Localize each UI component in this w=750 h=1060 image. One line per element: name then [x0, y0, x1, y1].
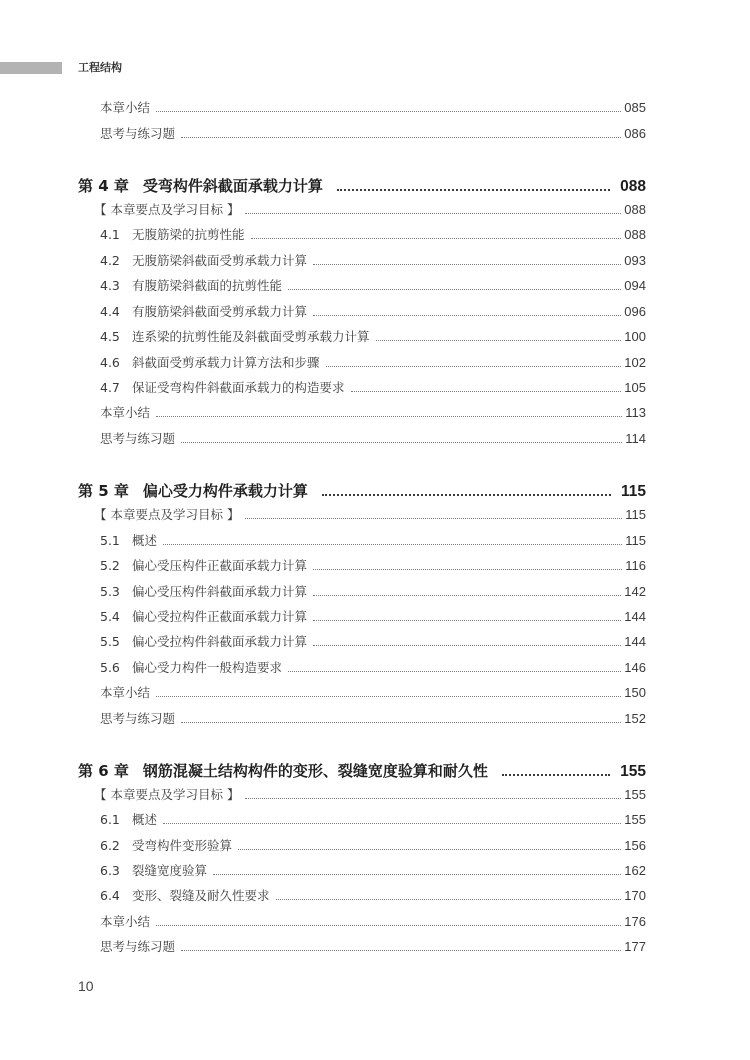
- dot-leader: [326, 366, 622, 367]
- toc-entry-objectives[interactable]: [94, 785, 646, 805]
- section-page: 170: [624, 888, 646, 903]
- toc-section-4-6[interactable]: [100, 353, 646, 373]
- toc-section-4-4[interactable]: [100, 302, 646, 322]
- section-number: 4.7: [100, 380, 120, 395]
- section-title: 有腹筋梁斜截面的抗剪性能: [132, 278, 283, 293]
- section-number: 5.2: [100, 558, 120, 573]
- entry-title: 思考与练习题: [100, 431, 176, 446]
- entry-page: 150: [624, 685, 646, 700]
- dot-leader: [213, 874, 621, 875]
- page-number: 10: [78, 978, 94, 994]
- dot-leader: [245, 518, 622, 519]
- toc-section-5-2[interactable]: [100, 556, 646, 576]
- section-page: 096: [624, 304, 646, 319]
- dot-leader: [156, 111, 621, 112]
- section-title: 偏心受拉构件斜截面承载力计算: [132, 634, 308, 649]
- toc-section-6-1[interactable]: [100, 810, 646, 830]
- entry-page: 155: [624, 787, 646, 802]
- dot-leader: [313, 595, 621, 596]
- chapter-title: 偏心受力构件承载力计算: [142, 482, 308, 500]
- section-number: 6.2: [100, 838, 120, 853]
- section-number: 5.3: [100, 584, 120, 599]
- section-page: 156: [624, 838, 646, 853]
- toc-section-4-3[interactable]: [100, 276, 646, 296]
- entry-page: 088: [624, 202, 646, 217]
- dot-leader: [245, 213, 621, 214]
- toc-entry-exercises[interactable]: [100, 429, 646, 449]
- section-number: 5.1: [100, 533, 120, 548]
- toc-section-5-4[interactable]: [100, 607, 646, 627]
- section-title: 变形、裂缝及耐久性要求: [132, 888, 270, 903]
- dot-leader: [251, 238, 622, 239]
- section-page: 093: [624, 253, 646, 268]
- chapter-number: 第 5 章: [78, 482, 129, 500]
- chapter-number: 第 6 章: [78, 762, 129, 780]
- toc-section-6-4[interactable]: [100, 886, 646, 906]
- toc-section-5-3[interactable]: [100, 582, 646, 602]
- header-bar: [0, 62, 62, 74]
- dot-leader: [181, 137, 621, 138]
- toc-section-4-5[interactable]: [100, 327, 646, 347]
- section-number: 4.3: [100, 278, 120, 293]
- dot-leader: [181, 722, 621, 723]
- section-page: 094: [624, 278, 646, 293]
- section-page: 142: [624, 584, 646, 599]
- toc-section-4-1[interactable]: [100, 225, 646, 245]
- entry-title: 本章小结: [100, 685, 151, 700]
- section-number: 6.3: [100, 863, 120, 878]
- dot-leader: [376, 340, 622, 341]
- dot-leader: [337, 189, 610, 191]
- dot-leader: [313, 569, 622, 570]
- chapter-number: 第 4 章: [78, 177, 129, 195]
- chapter-page: 088: [620, 178, 646, 195]
- section-title: 斜截面受剪承载力计算方法和步骤: [132, 355, 320, 370]
- section-title: 裂缝宽度验算: [132, 863, 208, 878]
- section-number: 4.1: [100, 227, 120, 242]
- section-page: 115: [625, 533, 646, 548]
- toc-section-5-1[interactable]: [100, 531, 646, 551]
- dot-leader: [238, 849, 621, 850]
- toc-section-5-6[interactable]: [100, 658, 646, 678]
- dot-leader: [313, 315, 621, 316]
- entry-title: 本章小结: [100, 405, 151, 420]
- dot-leader: [181, 950, 621, 951]
- toc-entry-objectives[interactable]: [94, 200, 646, 220]
- entry-title: 思考与练习题: [100, 711, 176, 726]
- toc-entry-summary[interactable]: [100, 683, 646, 703]
- section-number: 6.4: [100, 888, 120, 903]
- section-number: 5.5: [100, 634, 120, 649]
- chapter-title: 受弯构件斜截面承载力计算: [142, 177, 323, 195]
- section-number: 4.6: [100, 355, 120, 370]
- chapter-title: 钢筋混凝土结构构件的变形、裂缝宽度验算和耐久性: [142, 762, 488, 780]
- section-title: 偏心受压构件斜截面承载力计算: [132, 584, 308, 599]
- dot-leader: [181, 442, 622, 443]
- entry-page: 177: [624, 939, 646, 954]
- section-title: 偏心受拉构件正截面承载力计算: [132, 609, 308, 624]
- chapter-6-heading[interactable]: [78, 759, 646, 783]
- dot-leader: [156, 696, 621, 697]
- toc-section-6-3[interactable]: [100, 861, 646, 881]
- entry-title: 思考与练习题: [100, 126, 176, 141]
- entry-page: 085: [624, 100, 646, 115]
- section-title: 有腹筋梁斜截面受剪承载力计算: [132, 304, 308, 319]
- dot-leader: [322, 494, 611, 496]
- entry-page: 152: [624, 711, 646, 726]
- entry-title: 【 本章要点及学习目标 】: [94, 787, 240, 802]
- entry-title: 【 本章要点及学习目标 】: [94, 202, 240, 217]
- entry-page: 176: [624, 914, 646, 929]
- dot-leader: [163, 823, 621, 824]
- section-title: 保证受弯构件斜截面承载力的构造要求: [132, 380, 345, 395]
- section-number: 4.4: [100, 304, 120, 319]
- dot-leader: [313, 264, 621, 265]
- chapter-4-heading[interactable]: [78, 174, 646, 198]
- toc-section-5-5[interactable]: [100, 632, 646, 652]
- toc-entry-exercises[interactable]: [100, 937, 646, 957]
- entry-title: 本章小结: [100, 914, 151, 929]
- toc-entry-objectives[interactable]: [94, 505, 646, 525]
- entry-page: 115: [625, 507, 646, 522]
- section-title: 受弯构件变形验算: [132, 838, 233, 853]
- section-number: 6.1: [100, 812, 120, 827]
- section-number: 4.2: [100, 253, 120, 268]
- toc-entry-summary[interactable]: [100, 403, 646, 423]
- dot-leader: [163, 544, 622, 545]
- section-title: 概述: [132, 533, 158, 548]
- entry-title: 思考与练习题: [100, 939, 176, 954]
- section-page: 144: [624, 634, 646, 649]
- section-number: 5.4: [100, 609, 120, 624]
- section-page: 146: [624, 660, 646, 675]
- chapter-page: 155: [620, 763, 646, 780]
- toc-entry-exercises[interactable]: [100, 709, 646, 729]
- section-title: 无腹筋梁斜截面受剪承载力计算: [132, 253, 308, 268]
- dot-leader: [502, 774, 610, 776]
- entry-title: 本章小结: [100, 100, 151, 115]
- dot-leader: [313, 620, 621, 621]
- dot-leader: [288, 671, 621, 672]
- toc-entry-exercises[interactable]: [100, 124, 646, 144]
- running-header-title: 工程结构: [78, 61, 122, 74]
- toc-section-6-2[interactable]: [100, 836, 646, 856]
- chapter-5-heading[interactable]: [78, 479, 646, 503]
- section-number: 5.6: [100, 660, 120, 675]
- section-title: 无腹筋梁的抗剪性能: [132, 227, 245, 242]
- section-title: 偏心受力构件一般构造要求: [132, 660, 283, 675]
- dot-leader: [245, 798, 621, 799]
- dot-leader: [276, 899, 622, 900]
- entry-page: 113: [625, 405, 646, 420]
- section-page: 116: [625, 558, 646, 573]
- section-page: 144: [624, 609, 646, 624]
- section-page: 162: [624, 863, 646, 878]
- entry-page: 114: [625, 431, 646, 446]
- dot-leader: [351, 391, 622, 392]
- toc-entry-summary[interactable]: [100, 98, 646, 118]
- dot-leader: [156, 416, 622, 417]
- section-page: 102: [624, 355, 646, 370]
- dot-leader: [288, 289, 621, 290]
- section-title: 概述: [132, 812, 158, 827]
- entry-title: 【 本章要点及学习目标 】: [94, 507, 240, 522]
- toc-entry-summary[interactable]: [100, 912, 646, 932]
- dot-leader: [156, 925, 621, 926]
- section-page: 155: [624, 812, 646, 827]
- section-page: 105: [624, 380, 646, 395]
- section-page: 100: [624, 329, 646, 344]
- section-number: 4.5: [100, 329, 120, 344]
- section-title: 连系梁的抗剪性能及斜截面受剪承载力计算: [132, 329, 370, 344]
- toc-section-4-7[interactable]: [100, 378, 646, 398]
- chapter-page: 115: [620, 483, 646, 500]
- dot-leader: [313, 645, 621, 646]
- section-title: 偏心受压构件正截面承载力计算: [132, 558, 308, 573]
- section-page: 088: [624, 227, 646, 242]
- toc-section-4-2[interactable]: [100, 251, 646, 271]
- entry-page: 086: [624, 126, 646, 141]
